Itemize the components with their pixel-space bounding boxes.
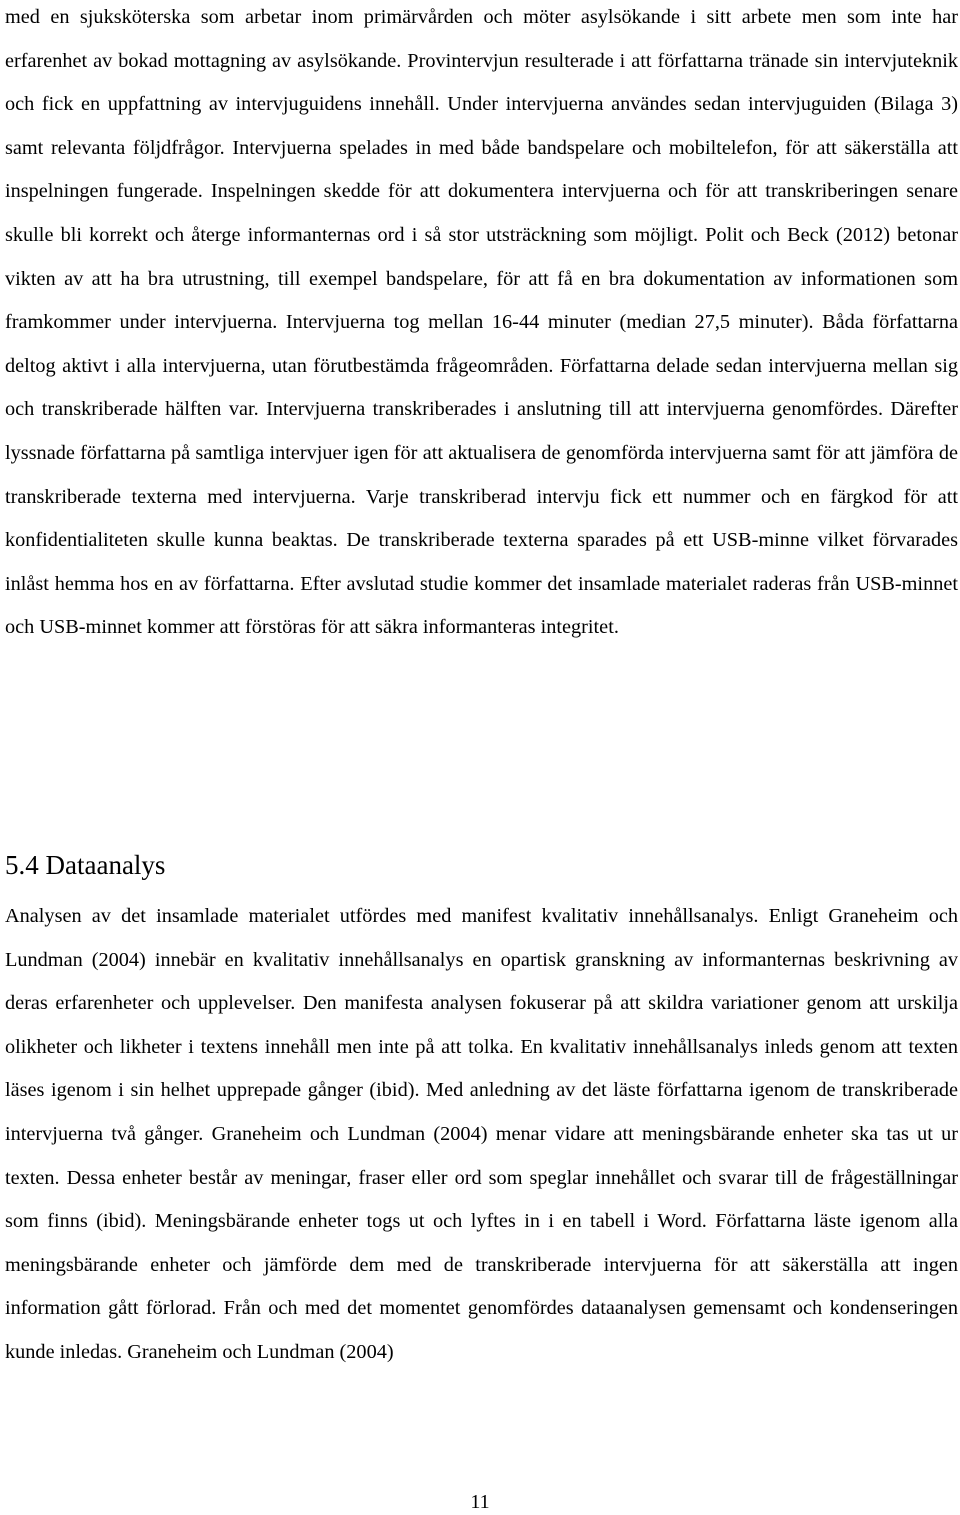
body-paragraph-2: Analysen av det insamlade materialet utfördes med manifest kvalitativ innehållsanalys. Enligt Graneheim och Lundman (2004) innebär en kvalitativ innehållsanalys en opartisk granskning av informanternas beskrivning av deras erfarenheter och upplevelser. Den manifesta analysen fokuserar på att skildra variationer genom att urskilja olikheter och likheter i textens innehåll men inte på att tolka. En kvalitativ innehållsanalys inleds genom att texten läses igenom i sin helhet upprepade gånger (ibid). Med anledning av det läste författarna igenom de transkriberade intervjuerna två gånger. Graneheim och Lundman (2004) menar vidare att meningsbärande enheter ska tas ut ur texten. Dessa enheter består av meningar, fraser eller ord som speglar innehållet och svarar till de frågeställningar som finns (ibid). Meningsbärande enheter togs ut och lyftes in i en tabell i Word. Författarna läste igenom alla meningsbärande enheter och jämförde dem med de transkriberade intervjuerna för att säkerställa att ingen information gått förlorad. Från och med det momentet genomfördes dataanalysen gemensamt och kondenseringen kunde inledas. Graneheim och Lundman (2004) bbox=[5, 905, 958, 1363]
section-heading: 5.4 Dataanalys bbox=[5, 850, 166, 880]
page-number: 11 bbox=[470, 1491, 490, 1513]
body-paragraph-1: med en sjuksköterska som arbetar inom primärvården och möter asylsökande i sitt arbete men som inte har erfarenhet av bokad mottagning av asylsökande. Provintervjun resulterade i att författarna tränade sin intervjuteknik och fick en uppfattning av intervjuguidens innehåll. Under intervjuerna användes sedan intervjuguiden (Bilaga 3) samt relevanta följdfrågor. Intervjuerna spelades in med både bandspelare och mobiltelefon, för att säkerställa att inspelningen fungerade. Inspelningen skedde för att dokumentera intervjuerna och för att transkriberingen senare skulle bli korrekt och återge informanternas ord i så stor utsträckning som möjligt. Polit och Beck (2012) betonar vikten av att ha bra utrustning, till exempel bandspelare, för att få en bra dokumentation av informationen som framkommer under intervjuerna. Intervjuerna tog mellan 16-44 minuter (median 27,5 minuter). Båda författarna deltog aktivt i alla intervjuerna, utan förutbestämda frågeområden. Författarna delade sedan intervjuerna mellan sig och transkriberade hälften var. Intervjuerna transkriberades i anslutning till att intervjuerna genomfördes. Därefter lyssnade författarna på samtliga intervjuer igen för att aktualisera de genomförda intervjuerna samt för att jämföra de transkriberade texterna med intervjuerna. Varje transkriberad intervju fick ett nummer och en färgkod för att konfidentialiteten skulle kunna beaktas. De transkriberade texterna sparades på ett USB-minne vilket förvarades inlåst hemma hos en av författarna. Efter avslutad studie kommer det insamlade materialet raderas från USB-minnet och USB-minnet kommer att förstöras för att säkra informanteras integritet. bbox=[5, 6, 958, 639]
